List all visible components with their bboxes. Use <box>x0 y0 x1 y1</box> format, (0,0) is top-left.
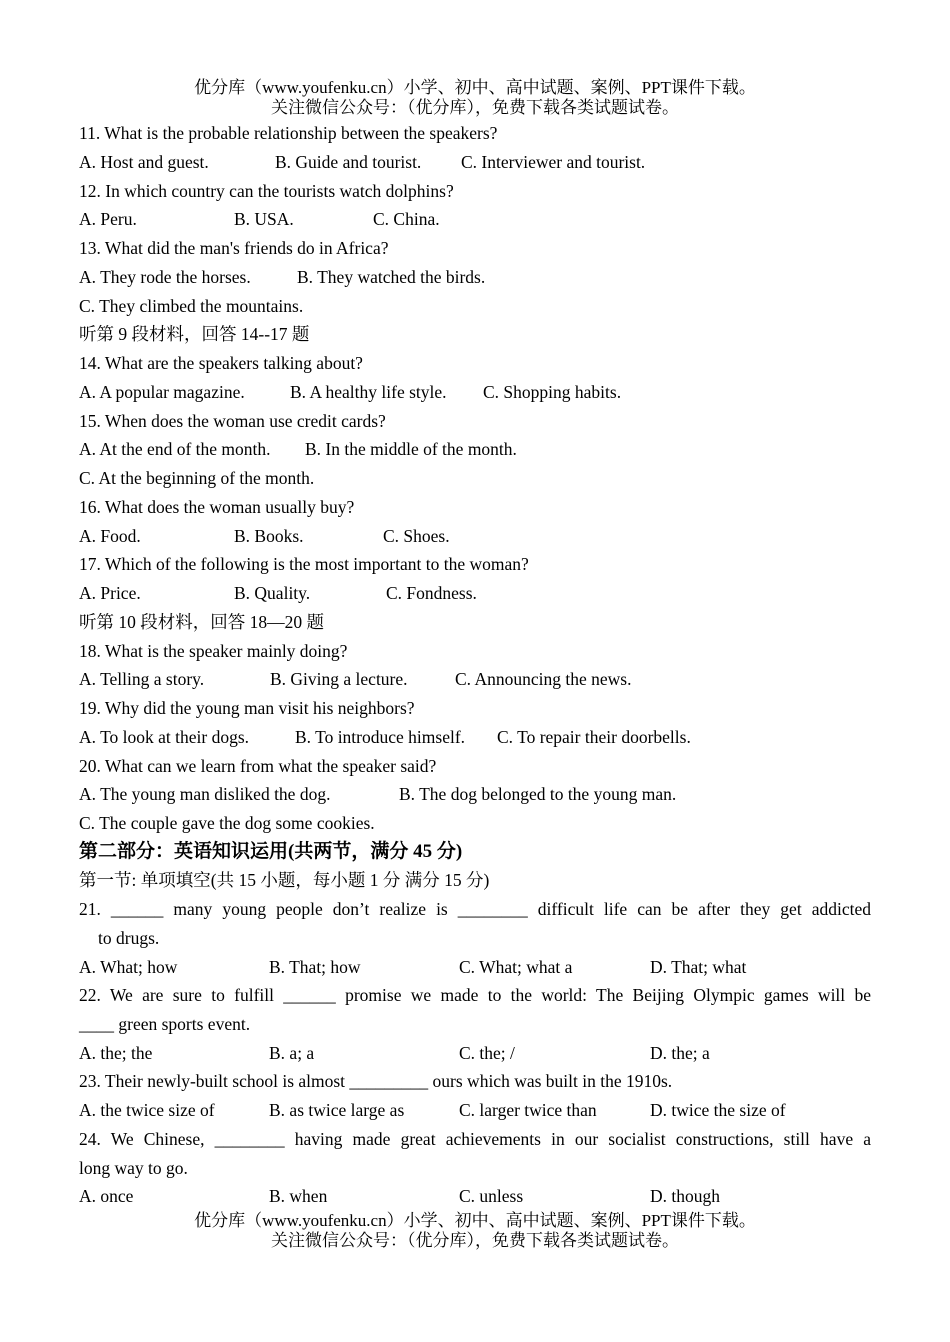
question-24-stem: 24. We Chinese, ________ having made great achievements in our socialist constructions, still have a <box>79 1129 871 1149</box>
question-14-stem: 14. What are the speakers talking about? <box>79 353 363 373</box>
option-a: A. The young man disliked the dog. <box>79 784 331 804</box>
option-a: A. Telling a story. <box>79 669 205 689</box>
question-18-stem: 18. What is the speaker mainly doing? <box>79 641 348 661</box>
option-b: B. Quality. <box>234 583 311 603</box>
question-15-options <box>79 437 879 461</box>
footer-line-2: 关注微信公众号：（优分库），免费下载各类试题试卷。 <box>271 1231 679 1250</box>
option-b: B. as twice large as <box>269 1100 405 1120</box>
option-a: A. A popular magazine. <box>79 382 245 402</box>
option-c: C. China. <box>373 209 440 229</box>
option-a: A. Food. <box>79 526 141 546</box>
part-2-section-1-title: 第一节: 单项填空(共 15 小题，每小题 1 分 满分 15 分) <box>79 870 490 890</box>
option-b: B. In the middle of the month. <box>305 439 517 459</box>
option-c: C. Announcing the news. <box>455 669 632 689</box>
option-c: C. Interviewer and tourist. <box>461 152 646 172</box>
question-23-stem: 23. Their newly-built school is almost _________ ours which was built in the 1910s. <box>79 1071 673 1091</box>
option-b: B. USA. <box>234 209 294 229</box>
question-19-options <box>79 725 879 749</box>
option-b: B. Books. <box>234 526 304 546</box>
option-a: A. Price. <box>79 583 141 603</box>
question-12-stem: 12. In which country can the tourists watch dolphins? <box>79 181 454 201</box>
option-c: C. Fondness. <box>386 583 477 603</box>
option-a: A. What; how <box>79 957 178 977</box>
option-a: A. the; the <box>79 1043 153 1063</box>
question-24-options <box>79 1184 879 1208</box>
question-11-stem: 11. What is the probable relationship between the speakers? <box>79 123 498 143</box>
option-b: B. To introduce himself. <box>295 727 466 747</box>
option-b: B. when <box>269 1186 328 1206</box>
section-10-instruction: 听第 10 段材料，回答 18—20 题 <box>79 612 324 632</box>
question-21-options <box>79 955 879 979</box>
question-24-stem-continued: long way to go. <box>79 1158 188 1178</box>
question-13-options <box>79 265 879 289</box>
question-19-stem: 19. Why did the young man visit his neighbors? <box>79 698 415 718</box>
question-15-stem: 15. When does the woman use credit cards? <box>79 411 386 431</box>
question-12-options <box>79 207 879 231</box>
question-20-stem: 20. What can we learn from what the speaker said? <box>79 756 437 776</box>
question-17-stem: 17. Which of the following is the most important to the woman? <box>79 554 529 574</box>
option-c: C. larger twice than <box>459 1100 597 1120</box>
question-21-stem-continued: to drugs. <box>98 928 160 948</box>
part-2-title: 第二部分：英语知识运用(共两节，满分 45 分) <box>79 841 463 862</box>
header-line-1: 优分库（www.youfenku.cn）小学、初中、高中试题、案例、PPT课件下载。 <box>194 78 756 97</box>
option-c: C. Shoes. <box>383 526 450 546</box>
option-d: D. twice the size of <box>650 1100 786 1120</box>
question-13-option-c: C. They climbed the mountains. <box>79 296 304 316</box>
footer-line-1: 优分库（www.youfenku.cn）小学、初中、高中试题、案例、PPT课件下载。 <box>194 1211 756 1230</box>
option-b: B. The dog belonged to the young man. <box>399 784 677 804</box>
question-13-stem: 13. What did the man's friends do in Africa? <box>79 238 389 258</box>
option-b: B. They watched the birds. <box>297 267 486 287</box>
question-22-stem: 22. We are sure to fulfill ______ promise we made to the world: The Beijing Olympic games will be <box>79 985 871 1005</box>
question-20-options <box>79 782 879 806</box>
option-b: B. Guide and tourist. <box>275 152 422 172</box>
option-c: C. unless <box>459 1186 524 1206</box>
option-a: A. the twice size of <box>79 1100 215 1120</box>
option-a: A. Peru. <box>79 209 137 229</box>
question-22-stem-continued: ____ green sports event. <box>79 1014 251 1034</box>
option-d: D. That; what <box>650 957 747 977</box>
option-c: C. What; what a <box>459 957 573 977</box>
option-b: B. a; a <box>269 1043 315 1063</box>
question-11-options <box>79 150 879 174</box>
question-17-options <box>79 581 879 605</box>
question-22-options <box>79 1041 879 1065</box>
option-a: A. once <box>79 1186 134 1206</box>
header-line-2: 关注微信公众号：（优分库），免费下载各类试题试卷。 <box>271 98 679 117</box>
question-21-stem: 21. ______ many young people don’t realize is ________ difficult life can be after they get addicted <box>79 899 871 919</box>
option-a: A. They rode the horses. <box>79 267 251 287</box>
option-c: C. To repair their doorbells. <box>497 727 691 747</box>
option-d: D. the; a <box>650 1043 710 1063</box>
option-b: B. That; how <box>269 957 361 977</box>
section-9-instruction: 听第 9 段材料，回答 14--17 题 <box>79 324 310 344</box>
option-b: B. A healthy life style. <box>290 382 447 402</box>
question-16-options <box>79 524 879 548</box>
option-d: D. though <box>650 1186 720 1206</box>
question-16-stem: 16. What does the woman usually buy? <box>79 497 355 517</box>
question-23-options <box>79 1098 879 1122</box>
question-20-option-c: C. The couple gave the dog some cookies. <box>79 813 375 833</box>
question-18-options <box>79 667 879 691</box>
question-15-option-c: C. At the beginning of the month. <box>79 468 315 488</box>
option-a: A. At the end of the month. <box>79 439 271 459</box>
option-a: A. Host and guest. <box>79 152 209 172</box>
option-c: C. Shopping habits. <box>483 382 622 402</box>
option-b: B. Giving a lecture. <box>270 669 408 689</box>
option-a: A. To look at their dogs. <box>79 727 250 747</box>
option-c: C. the; / <box>459 1043 515 1063</box>
question-14-options <box>79 380 879 404</box>
